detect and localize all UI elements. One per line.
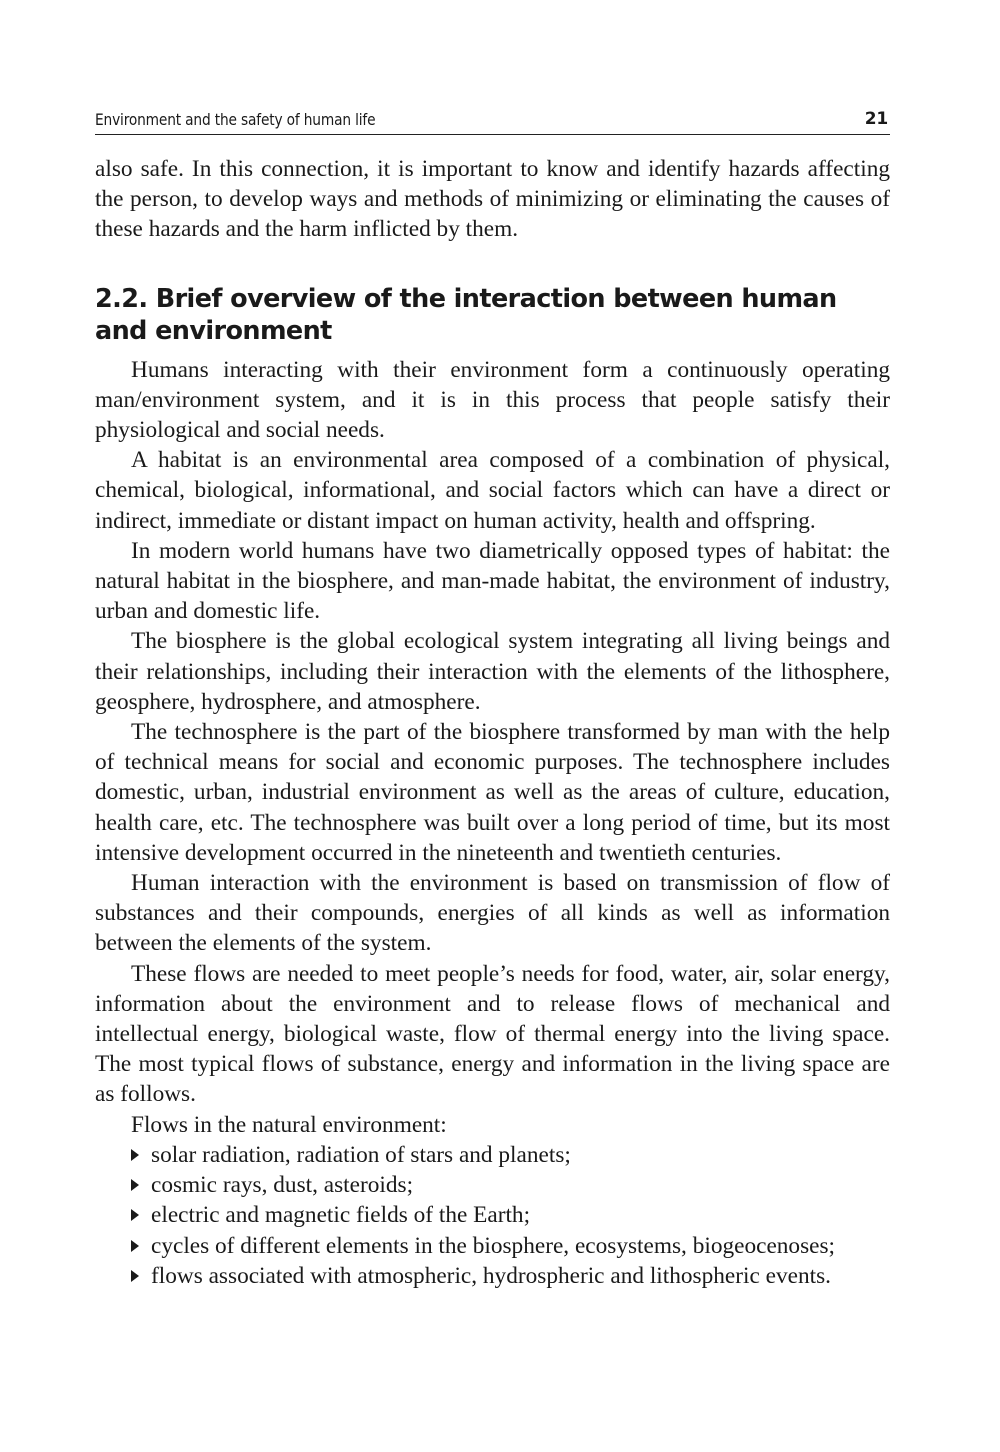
- list-item-text: flows associated with atmospheric, hydrospheric and lithospheric events.: [151, 1262, 831, 1289]
- paragraph: The biosphere is the global ecological system integrating all living beings and their relationships, including their interaction with the elements of the lithosphere, geosphere, hydrosphere, and atmosphere.: [95, 628, 890, 715]
- bullet-arrow-icon: [131, 1270, 139, 1282]
- running-header: [95, 108, 890, 135]
- body-text: [95, 154, 890, 1291]
- list-item-text: solar radiation, radiation of stars and planets;: [151, 1141, 571, 1168]
- list-item: [95, 1170, 890, 1200]
- list-intro: Flows in the natural environment:: [131, 1111, 447, 1138]
- bullet-arrow-icon: [131, 1209, 139, 1221]
- paragraph: Human interaction with the environment is based on transmission of flow of substances and their compounds, energies of all kinds as well as information between the elements of the system.: [95, 870, 890, 957]
- section-heading: 2.2. Brief overview of the interaction between human and environment: [95, 283, 837, 346]
- list-item: [95, 1261, 890, 1291]
- bullet-arrow-icon: [131, 1240, 139, 1252]
- list-item: [95, 1231, 890, 1261]
- paragraph: Humans interacting with their environment form a continuously operating man/environment system, and it is in this process that people satisfy their physiological and social needs.: [95, 356, 890, 444]
- page-number: 21: [864, 109, 888, 129]
- paragraph: These flows are needed to meet people’s needs for food, water, air, solar energy, information about the environment and to release flows of mechanical and intellectual energy, biological waste, flow of thermal energy into the living space. The most typical flows of substance, energy and information in the living space are as follows.: [95, 960, 890, 1108]
- list-item: [95, 1200, 890, 1230]
- flows-list: [95, 1140, 890, 1291]
- running-header-title: Environment and the safety of human life: [95, 110, 376, 129]
- list-item-text: cycles of different elements in the biosphere, ecosystems, biogeocenoses;: [151, 1232, 836, 1259]
- list-item: [95, 1140, 890, 1170]
- bullet-arrow-icon: [131, 1179, 139, 1191]
- intro-paragraph: also safe. In this connection, it is important to know and identify hazards affecting the person, to develop ways and methods of minimizing or eliminating the causes of these hazards and the harm inflicted by them.: [95, 156, 890, 243]
- list-item-text: electric and magnetic fields of the Earth;: [151, 1202, 531, 1229]
- bullet-arrow-icon: [131, 1149, 139, 1161]
- paragraph: A habitat is an environmental area composed of a combination of physical, chemical, biological, informational, and social factors which can have a direct or indirect, immediate or distant impact on human activity, health and offspring.: [95, 447, 890, 534]
- paragraph: In modern world humans have two diametrically opposed types of habitat: the natural habitat in the biosphere, and man-made habitat, the environment of industry, urban and domestic life.: [95, 537, 890, 625]
- paragraph: The technosphere is the part of the biosphere transformed by man with the help of technical means for social and economic purposes. The technosphere includes domestic, urban, industrial environment as well as the areas of culture, education, health care, etc. The technosphere was built over a long period of time, but its most intensive development occurred in the nineteenth and twentieth centuries.: [95, 719, 890, 866]
- list-item-text: cosmic rays, dust, asteroids;: [151, 1172, 414, 1199]
